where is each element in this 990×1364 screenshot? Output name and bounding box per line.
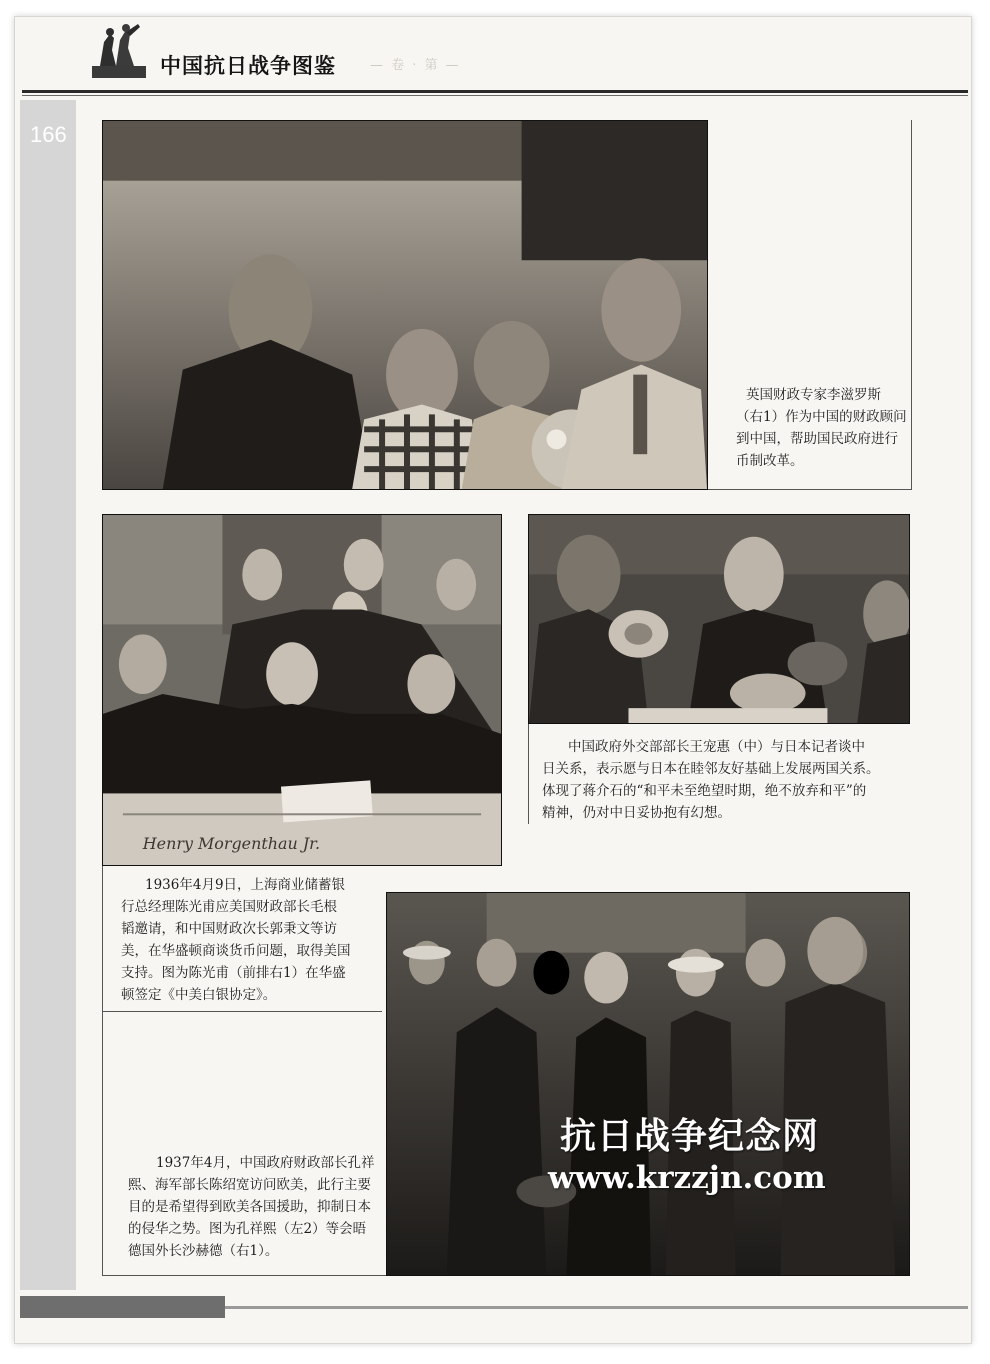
- caption-line: 韬邀请，和中国财政次长郭秉文等访: [121, 921, 337, 937]
- footer-bar: [20, 1296, 225, 1318]
- caption-kong-xiangxi: [128, 1152, 375, 1262]
- caption-line: 英国财政专家李滋罗斯: [746, 387, 881, 403]
- photo-wang-chonghui-interview: [528, 514, 910, 724]
- caption-line: 目的是希望得到欧美各国援助，抑制日本: [128, 1199, 371, 1215]
- caption-line: 精神，仍对中日妥协抱有幻想。: [542, 805, 731, 821]
- soldier-statue-logo-icon: [92, 22, 146, 78]
- caption-line: 美，在华盛顿商谈货币问题，取得美国: [121, 943, 351, 959]
- caption-line: 德国外长沙赫德（右1）。: [128, 1243, 279, 1259]
- watermark-title: 抗日战争纪念网: [560, 1115, 820, 1157]
- caption-line: 体现了蒋介石的“和平未至绝望时期，绝不放弃和平”的: [542, 783, 867, 799]
- page-number: 166: [30, 122, 67, 147]
- page-side-band: [20, 100, 76, 1290]
- caption-leith-ross: [736, 384, 907, 472]
- caption-line: 中国政府外交部部长王宠惠（中）与日本记者谈中: [568, 739, 865, 755]
- caption-line: 日关系，表示愿与日本在睦邻友好基础上发展两国关系。: [542, 761, 880, 777]
- caption-line: 1937年4月，中国政府财政部长孔祥: [156, 1155, 375, 1171]
- caption-line: 支持。图为陈光甫（前排右1）在华盛: [121, 965, 346, 981]
- book-title: 中国抗日战争图鉴: [160, 54, 336, 78]
- caption-line: 币制改革。: [736, 453, 804, 469]
- caption-frame: [102, 866, 382, 1012]
- caption-wang-chonghui: [542, 736, 880, 824]
- caption-line: 的侵华之势。图为孔祥熙（左2）等会晤: [128, 1221, 367, 1237]
- caption-line: 1936年4月9日，上海商业储蓄银: [145, 877, 346, 893]
- caption-line: 熙、海军部长陈绍宽访问欧美，此行主要: [128, 1177, 371, 1193]
- header-rule-thin: [22, 95, 968, 96]
- photo-silver-agreement-signing: [102, 514, 502, 866]
- signature-text: Henry Morgenthau Jr.: [142, 834, 321, 854]
- header-rule: [22, 90, 968, 93]
- header-faded-text: — 卷 · 第 —: [370, 58, 461, 73]
- caption-line: 行总经理陈光甫应美国财政部长毛根: [121, 899, 337, 915]
- caption-line: 顿签定《中美白银协定》。: [121, 987, 277, 1003]
- watermark-url: www.krzzjn.com: [548, 1160, 826, 1196]
- photo-leith-ross-arrival: [102, 120, 708, 490]
- photo-kong-xiangxi-visit: [386, 892, 910, 1276]
- caption-line: 到中国，帮助国民政府进行: [736, 431, 898, 447]
- caption-line: （右1）作为中国的财政顾问: [736, 409, 907, 425]
- footer-rule: [225, 1306, 968, 1309]
